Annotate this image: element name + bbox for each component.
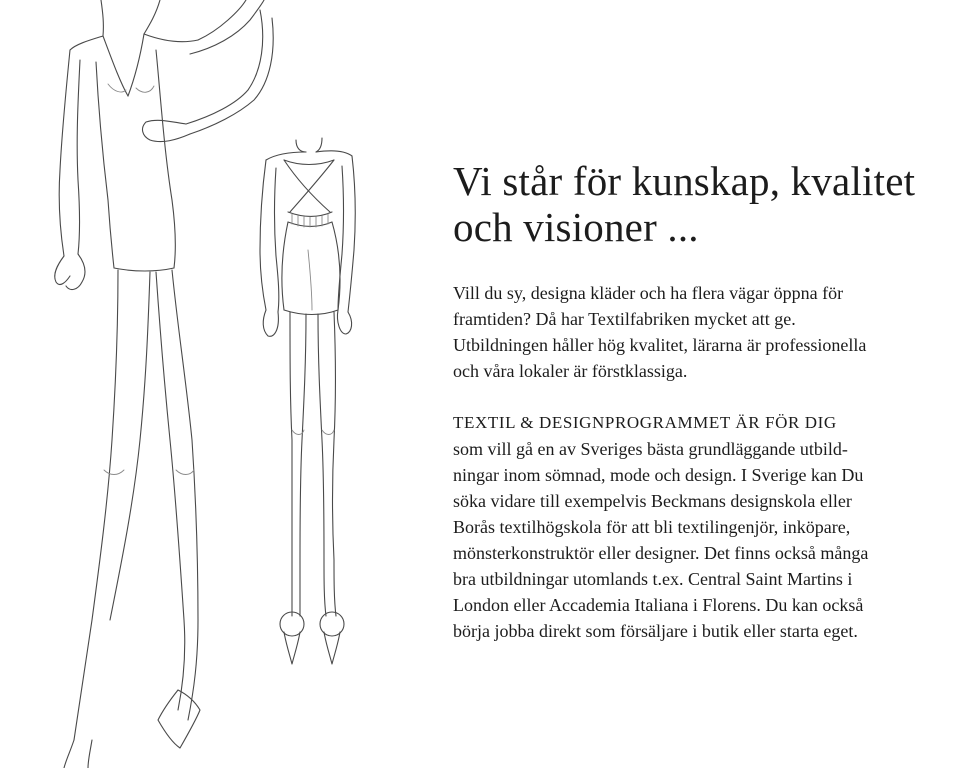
- page-title: [453, 158, 953, 250]
- fashion-sketch-illustration: [0, 0, 440, 768]
- title-line-2: och visioner ...: [453, 204, 699, 250]
- program-line: mönsterkonstruktör eller designer. Det finns också många: [453, 543, 869, 563]
- intro-paragraph: [453, 280, 953, 384]
- intro-line: och våra lokaler är förstklassiga.: [453, 361, 688, 381]
- intro-line: framtiden? Då har Textilfabriken mycket att ge.: [453, 309, 796, 329]
- intro-line: Utbildningen håller hög kvalitet, lärarna är professionella: [453, 335, 867, 355]
- front-figure-sketch: [55, 0, 273, 768]
- program-line: Borås textilhögskola för att bli textilingenjör, inköpare,: [453, 517, 851, 537]
- program-line: bra utbildningar utomlands t.ex. Central Saint Martins i: [453, 569, 853, 589]
- program-line: London eller Accademia Italiana i Florens. Du kan också: [453, 595, 864, 615]
- program-line: börja jobba direkt som försäljare i butik eller starta eget.: [453, 621, 858, 641]
- title-line-1: Vi står för kunskap, kvalitet: [453, 158, 916, 204]
- program-line: som vill gå en av Sveriges bästa grundläggande utbild-: [453, 439, 848, 459]
- program-line: ningar inom sömnad, mode och design. I Sverige kan Du: [453, 465, 864, 485]
- program-heading: TEXTIL & DESIGNPROGRAMMET ÄR FÖR DIG: [453, 413, 837, 432]
- program-paragraph: [453, 410, 953, 644]
- program-line: söka vidare till exempelvis Beckmans designskola eller: [453, 491, 852, 511]
- intro-line: Vill du sy, designa kläder och ha flera vägar öppna för: [453, 283, 844, 303]
- text-column: [453, 158, 953, 644]
- back-figure-sketch: [260, 138, 355, 664]
